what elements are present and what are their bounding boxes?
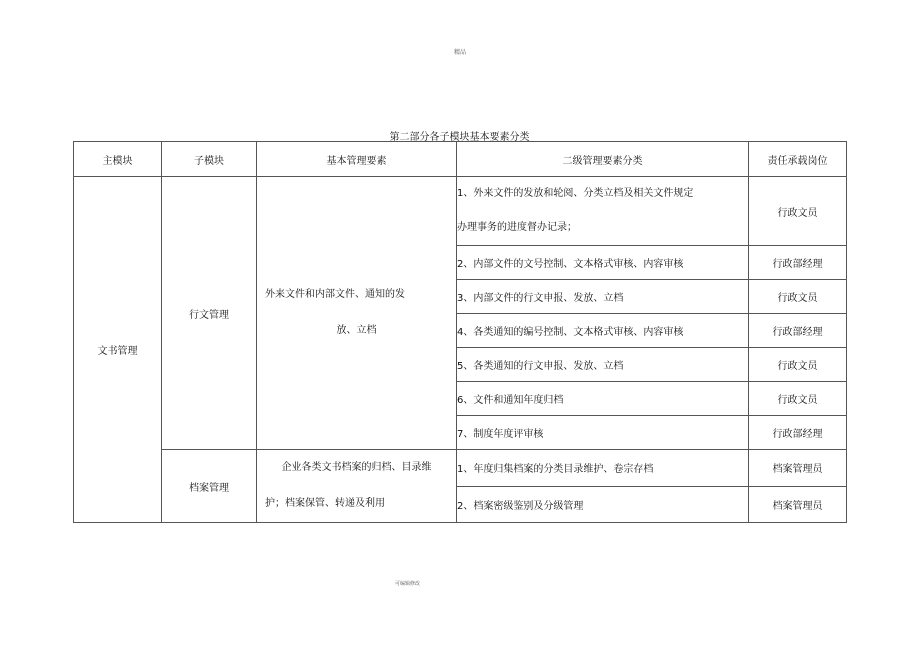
secondary-element-cell: 2、档案密级鉴别及分级管理: [457, 486, 749, 523]
secondary-element-cell: 4、各类通知的编号控制、文本格式审核、内容审核: [457, 314, 749, 348]
role-cell: 行政部经理: [749, 314, 847, 348]
role-cell: 档案管理员: [749, 486, 847, 523]
secondary-element-cell: 7、制度年度评审核: [457, 416, 749, 450]
secondary-element-cell: 1、年度归集档案的分类目录维护、卷宗存档: [457, 450, 749, 487]
role-cell: 档案管理员: [749, 450, 847, 487]
basic-element-line: 放、立档: [336, 325, 377, 336]
secondary-element-line: 办理事务的进度督办记录；: [457, 222, 577, 233]
basic-element-cell: [257, 450, 457, 523]
role-cell: 行政部经理: [749, 416, 847, 450]
secondary-element-cell: 2、内部文件的文号控制、文本格式审核、内容审核: [457, 246, 749, 280]
role-cell: 行政文员: [749, 177, 847, 246]
column-header-main-module: 主模块: [74, 142, 162, 177]
column-header-basic-elements: 基本管理要素: [257, 142, 457, 177]
secondary-element-cell: 6、文件和通知年度归档: [457, 382, 749, 416]
sub-module-cell: 档案管理: [162, 450, 257, 523]
main-module-cell: 文书管理: [74, 177, 162, 523]
secondary-element-cell: [457, 177, 749, 246]
column-header-sub-module: 子模块: [162, 142, 257, 177]
role-cell: 行政文员: [749, 382, 847, 416]
column-header-secondary-elements: 二级管理要素分类: [457, 142, 749, 177]
sub-module-cell: 行文管理: [162, 177, 257, 450]
role-cell: 行政文员: [749, 280, 847, 314]
secondary-element-line: 1、外来文件的发放和轮阅、分类立档及相关文件规定: [457, 188, 694, 199]
secondary-element-cell: 5、各类通知的行文申报、发放、立档: [457, 348, 749, 382]
secondary-element-cell: 3、内部文件的行文申报、发放、立档: [457, 280, 749, 314]
header-watermark: 精品: [453, 49, 466, 56]
footer-watermark: 可编辑修改: [395, 581, 421, 587]
basic-element-cell: [257, 177, 457, 450]
module-table: [73, 141, 847, 523]
basic-element-line: 护；档案保管、转递及利用: [265, 498, 385, 509]
role-cell: 行政部经理: [749, 246, 847, 280]
basic-element-line: 企业各类文书档案的归档、目录维: [281, 462, 432, 473]
table-row: [74, 177, 847, 246]
header-row: [74, 142, 847, 177]
basic-element-line: 外来文件和内部文件、通知的发: [265, 289, 405, 300]
column-header-responsible-role: 责任承载岗位: [749, 142, 847, 177]
table-row: [74, 450, 847, 487]
role-cell: 行政文员: [749, 348, 847, 382]
table-title: 第二部分各子模块基本要素分类: [389, 132, 530, 143]
